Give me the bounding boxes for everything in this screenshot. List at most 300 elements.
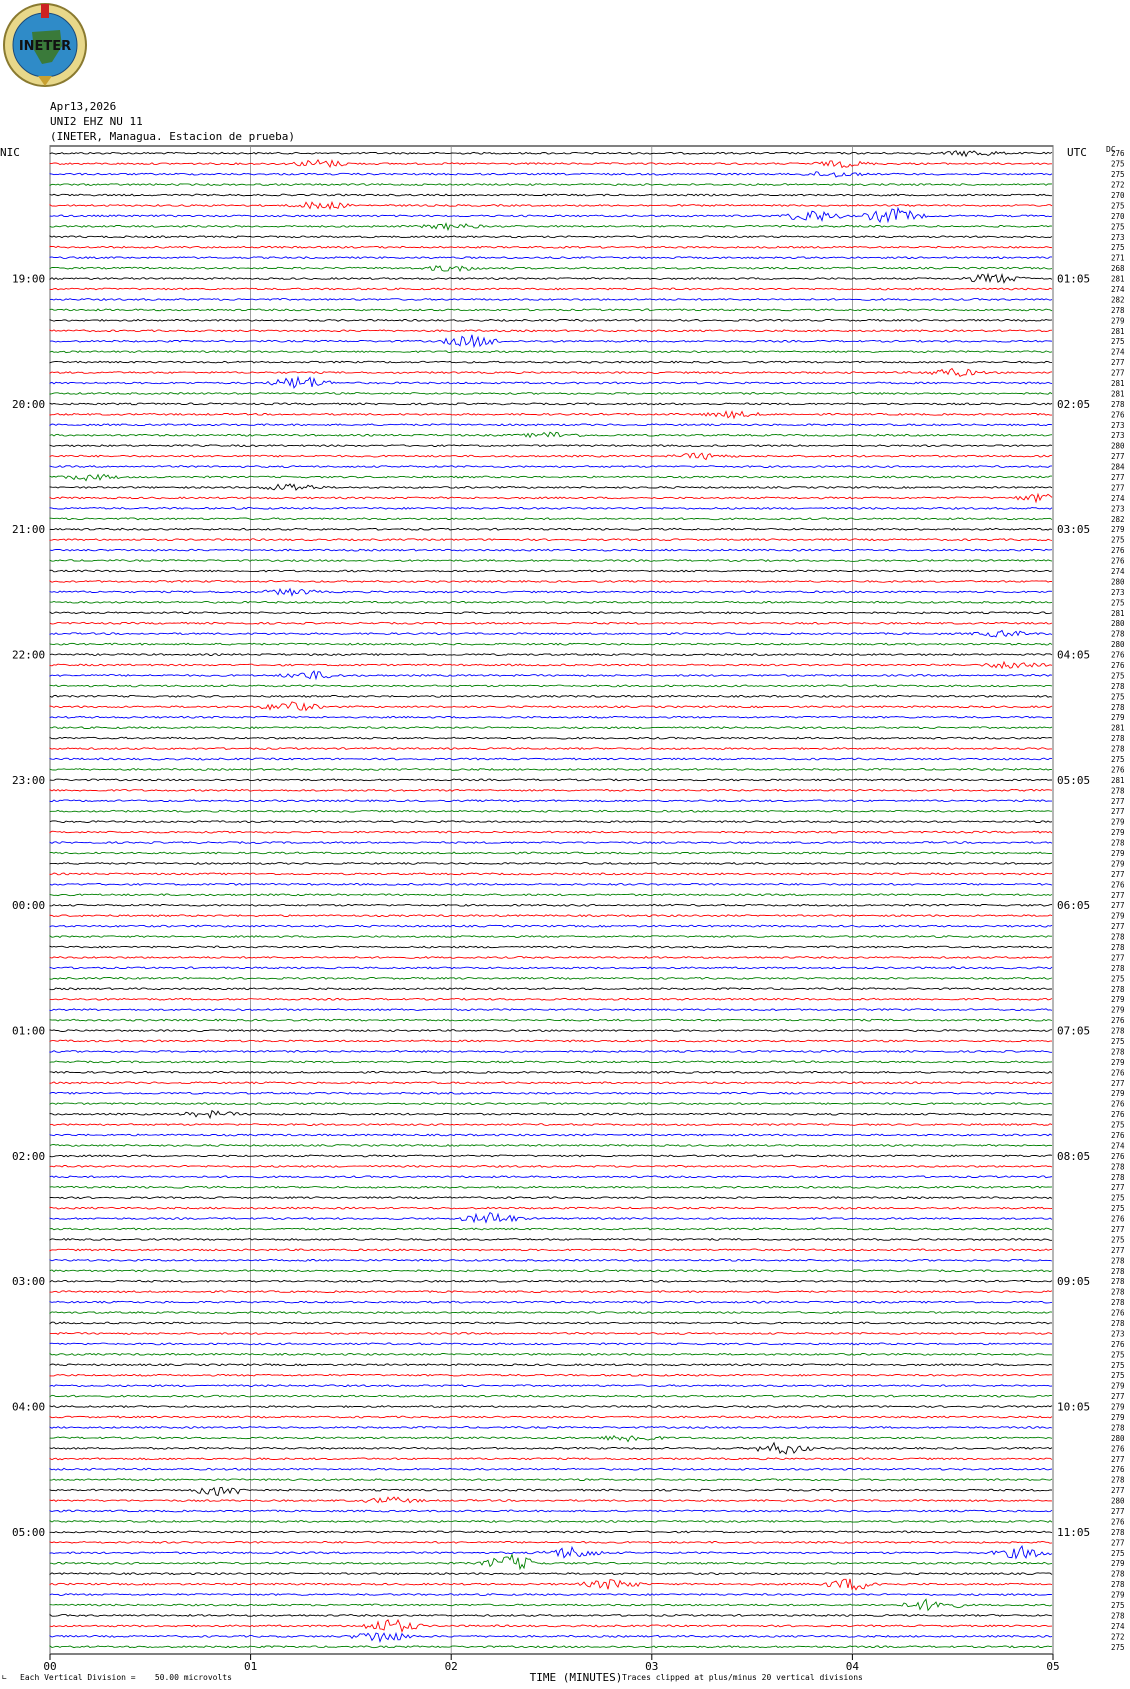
trace-line <box>50 403 1052 405</box>
dc-offset-label: 278 <box>1111 734 1125 744</box>
dc-offset-label: 278 <box>1111 1287 1125 1297</box>
dc-offset-label: 278 <box>1111 1256 1125 1266</box>
dc-offset-label: 277 <box>1111 368 1125 378</box>
trace-line <box>50 1228 1052 1230</box>
dc-offset-label: 276 <box>1111 1151 1125 1161</box>
trace-line <box>50 208 1052 222</box>
trace-line <box>50 1155 1052 1157</box>
dc-offset-label: 278 <box>1111 984 1125 994</box>
trace-line <box>50 915 1052 917</box>
dc-offset-label: 275 <box>1111 1548 1125 1558</box>
trace-line <box>50 1134 1052 1136</box>
dc-offset-label: 278 <box>1111 1527 1125 1537</box>
dc-offset-label: 278 <box>1111 1266 1125 1276</box>
trace-line <box>50 1270 1052 1272</box>
utc-label: UTC <box>1067 146 1087 159</box>
trace-line <box>50 643 1052 645</box>
trace-line <box>50 549 1052 551</box>
dc-offset-label: 271 <box>1111 253 1125 263</box>
trace-line <box>50 484 1052 490</box>
dc-offset-label: 277 <box>1111 1507 1125 1516</box>
trace-line <box>50 1542 1052 1544</box>
dc-offset-label: 276 <box>1111 149 1125 159</box>
dc-offset-label: 275 <box>1111 222 1125 232</box>
dc-offset-label: 281 <box>1111 608 1125 618</box>
nic-label: NIC <box>0 146 20 159</box>
dc-offset-label: 277 <box>1111 869 1125 879</box>
dc-offset-label: 275 <box>1111 974 1125 984</box>
trace-line <box>50 1427 1052 1429</box>
dc-offset-label: 276 <box>1111 1110 1125 1120</box>
trace-line <box>50 194 1052 196</box>
dc-offset-label: 279 <box>1111 1089 1125 1099</box>
trace-line <box>50 946 1052 948</box>
dc-offset-label: 276 <box>1111 410 1125 420</box>
trace-line <box>50 1633 1052 1641</box>
dc-offset-label: 277 <box>1111 1225 1125 1234</box>
trace-line <box>50 863 1052 865</box>
left-time-label: 02:00 <box>12 1149 46 1163</box>
trace-line <box>50 894 1052 896</box>
trace-line <box>50 1615 1052 1617</box>
dc-offset-label: 281 <box>1111 274 1125 284</box>
dc-offset-label: 277 <box>1111 901 1125 911</box>
clip-note: Traces clipped at plus/minus 20 vertical divisions <box>622 1673 863 1682</box>
trace-line <box>50 622 1052 624</box>
trace-line <box>50 1176 1052 1178</box>
dc-offset-label: 276 <box>1111 1517 1125 1527</box>
dc-offset-label: 278 <box>1111 1047 1125 1057</box>
dc-offset-label: 284 <box>1111 462 1125 472</box>
trace-line <box>50 1468 1052 1470</box>
x-tick-label: 00 <box>43 1660 57 1673</box>
dc-offset-label: 268 <box>1111 264 1125 274</box>
right-time-label: 10:05 <box>1057 1400 1091 1414</box>
trace-line <box>50 1061 1052 1063</box>
dc-offset-label: 274 <box>1111 1621 1125 1631</box>
dc-offset-label: 277 <box>1111 1486 1125 1496</box>
left-time-label: 22:00 <box>12 648 46 662</box>
dc-offset-label: 279 <box>1111 713 1125 723</box>
trace-line <box>50 288 1052 290</box>
dc-offset-label: 278 <box>1111 1580 1125 1590</box>
trace-line <box>50 1082 1052 1084</box>
right-time-label: 04:05 <box>1057 648 1091 662</box>
dc-offset-label: 272 <box>1111 1632 1125 1642</box>
trace-line <box>50 662 1052 668</box>
dc-offset-label: 275 <box>1111 1371 1125 1381</box>
trace-line <box>50 758 1052 760</box>
dc-offset-label: 279 <box>1111 849 1125 858</box>
dc-offset-label: 278 <box>1111 629 1125 639</box>
dc-offset-label: 278 <box>1111 1569 1125 1579</box>
trace-line <box>50 1186 1052 1188</box>
trace-line <box>50 424 1052 426</box>
dc-offset-label: 273 <box>1111 587 1125 597</box>
trace-line <box>50 393 1052 395</box>
dc-offset-label: 273 <box>1111 232 1125 242</box>
left-time-label: 23:00 <box>12 773 46 787</box>
dc-offset-label: 276 <box>1111 1465 1125 1475</box>
dc-offset-label: 278 <box>1111 932 1125 942</box>
trace-line <box>50 1406 1052 1408</box>
trace-line <box>50 1546 1052 1558</box>
dc-offset-label: 274 <box>1111 493 1125 503</box>
trace-line <box>50 377 1052 388</box>
trace-line <box>50 184 1052 186</box>
trace-line <box>50 727 1052 729</box>
trace-line <box>50 351 1052 353</box>
dc-offset-label: 278 <box>1111 1162 1125 1172</box>
dc-offset-label: 277 <box>1111 953 1125 963</box>
dc-offset-label: 279 <box>1111 525 1125 535</box>
trace-line <box>50 528 1052 530</box>
dc-offset-label: 280 <box>1111 1496 1125 1506</box>
dc-offset-label: 279 <box>1111 1402 1125 1412</box>
dc-offset-label: 282 <box>1111 514 1125 524</box>
trace-line <box>50 821 1052 823</box>
trace-line <box>50 936 1052 938</box>
dc-offset-label: 279 <box>1111 1381 1125 1391</box>
dc-offset-label: 277 <box>1111 1454 1125 1464</box>
dc-offset-label: 272 <box>1111 180 1125 190</box>
dc-offset-label: 277 <box>1111 483 1125 493</box>
dc-offset-label: 275 <box>1111 201 1125 211</box>
dc-offset-label: 277 <box>1111 807 1125 817</box>
dc-offset-label: 278 <box>1111 1475 1125 1485</box>
trace-line <box>50 800 1052 802</box>
dc-offset-label: 278 <box>1111 963 1125 973</box>
trace-line <box>50 1395 1052 1397</box>
trace-line <box>50 852 1052 854</box>
trace-line <box>50 330 1052 332</box>
trace-line <box>50 1646 1052 1648</box>
trace-line <box>50 1521 1052 1523</box>
dc-offset-label: 278 <box>1111 399 1125 409</box>
left-time-label: 01:00 <box>12 1024 46 1038</box>
trace-line <box>50 1071 1052 1073</box>
trace-line <box>50 1111 1052 1118</box>
x-tick-label: 05 <box>1046 1660 1060 1673</box>
dc-offset-label: 276 <box>1111 1016 1125 1026</box>
trace-line <box>50 988 1052 990</box>
trace-line <box>50 1374 1052 1376</box>
trace-line <box>50 224 1052 230</box>
dc-offset-label: 275 <box>1111 1642 1125 1652</box>
trace-line <box>50 445 1052 447</box>
dc-offset-label: 273 <box>1111 431 1125 441</box>
trace-line <box>50 1443 1052 1454</box>
dc-offset-label: 275 <box>1111 1350 1125 1360</box>
trace-line <box>50 1620 1052 1632</box>
dc-offset-label: 278 <box>1111 305 1125 315</box>
trace-line <box>50 539 1052 541</box>
trace-line <box>50 1165 1052 1167</box>
dc-offset-label: 273 <box>1111 420 1125 430</box>
trace-line <box>50 1040 1052 1042</box>
right-time-label: 08:05 <box>1057 1149 1091 1163</box>
dc-offset-label: 281 <box>1111 379 1125 388</box>
trace-line <box>50 695 1052 697</box>
dc-offset-label: 280 <box>1111 1433 1125 1443</box>
dc-offset-label: 278 <box>1111 1277 1125 1287</box>
dc-offset-label: 275 <box>1111 1120 1125 1130</box>
trace-line <box>50 151 1052 157</box>
dc-offset-label: 278 <box>1111 786 1125 796</box>
dc-offset-label: 279 <box>1111 316 1125 326</box>
dc-offset-label: 276 <box>1111 765 1125 775</box>
dc-offset-label: 280 <box>1111 577 1125 587</box>
dc-offset-label: 276 <box>1111 880 1125 890</box>
trace-line <box>50 1436 1052 1442</box>
dc-offset-label: 279 <box>1111 817 1125 827</box>
trace-line <box>50 737 1052 739</box>
trace-line <box>50 1291 1052 1293</box>
dc-offset-label: 275 <box>1111 692 1125 702</box>
x-tick-label: 04 <box>845 1660 860 1673</box>
dc-offset-label: 276 <box>1111 1308 1125 1318</box>
trace-line <box>50 748 1052 750</box>
dc-offset-label: 276 <box>1111 1444 1125 1454</box>
station-location: (INETER, Managua. Estacion de prueba) <box>50 130 296 143</box>
dc-offset-label: 279 <box>1111 911 1125 921</box>
dc-offset-label: 277 <box>1111 890 1125 900</box>
trace-line <box>50 1333 1052 1335</box>
right-time-label: 01:05 <box>1057 272 1091 286</box>
dc-offset-label: 277 <box>1111 1538 1125 1548</box>
dc-offset-label: 279 <box>1111 1413 1125 1422</box>
right-time-label: 05:05 <box>1057 773 1091 787</box>
trace-line <box>50 518 1052 520</box>
trace-line <box>50 1458 1052 1460</box>
dc-offset-label: 278 <box>1111 744 1125 754</box>
trace-line <box>50 581 1052 583</box>
dc-offset-label: 274 <box>1111 567 1125 576</box>
trace-line <box>50 202 1052 209</box>
x-tick-label: 03 <box>645 1660 659 1673</box>
trace-line <box>50 507 1052 509</box>
trace-line <box>50 957 1052 959</box>
dc-offset-label: 276 <box>1111 1068 1125 1078</box>
trace-line <box>50 1594 1052 1596</box>
dc-offset-label: 279 <box>1111 995 1125 1005</box>
dc-offset-label: 276 <box>1111 1131 1125 1140</box>
trace-line <box>50 1555 1052 1569</box>
dc-offset-label: 275 <box>1111 535 1125 545</box>
left-time-label: 05:00 <box>12 1525 46 1539</box>
dc-offset-label: 279 <box>1111 828 1125 838</box>
dc-offset-label: 275 <box>1111 1360 1125 1370</box>
trace-line <box>50 1103 1052 1105</box>
dc-offset-label: 270 <box>1111 191 1125 200</box>
trace-line <box>50 466 1052 468</box>
dc-offset-label: 275 <box>1111 1037 1125 1046</box>
trace-line <box>50 246 1052 248</box>
trace-line <box>50 411 1052 418</box>
dc-offset-label: 273 <box>1111 504 1125 514</box>
trace-line <box>50 1280 1052 1282</box>
trace-line <box>50 453 1052 459</box>
left-time-label: 04:00 <box>12 1400 46 1414</box>
trace-line <box>50 789 1052 791</box>
dc-offset-label: 281 <box>1111 389 1125 399</box>
trace-line <box>50 1259 1052 1261</box>
trace-line <box>50 1249 1052 1251</box>
x-tick-label: 02 <box>444 1660 458 1673</box>
trace-line <box>50 1497 1052 1503</box>
trace-line <box>50 779 1052 781</box>
left-time-label: 00:00 <box>12 899 46 913</box>
dc-offset-label: 280 <box>1111 619 1125 629</box>
right-time-label: 07:05 <box>1057 1024 1091 1038</box>
trace-line <box>50 494 1052 502</box>
plot-date: Apr13,2026 <box>50 100 117 113</box>
dc-offset-label: 275 <box>1111 1601 1125 1610</box>
trace-line <box>50 1416 1052 1418</box>
trace-line <box>50 369 1052 377</box>
trace-line <box>50 1364 1052 1366</box>
right-time-label: 11:05 <box>1057 1525 1091 1539</box>
dc-offset-label: 276 <box>1111 546 1125 556</box>
trace-line <box>50 1019 1052 1021</box>
trace-line <box>50 1124 1052 1126</box>
dc-label: DC <box>1106 145 1116 154</box>
dc-offset-label: 281 <box>1111 326 1125 336</box>
dc-offset-label: 275 <box>1111 170 1125 180</box>
trace-line <box>50 474 1052 480</box>
trace-line <box>50 831 1052 833</box>
trace-line <box>50 1009 1052 1011</box>
dc-offset-label: 275 <box>1111 1235 1125 1245</box>
dc-offset-label: 274 <box>1111 347 1125 357</box>
trace-line <box>50 1092 1052 1094</box>
dc-offset-label: 281 <box>1111 723 1125 733</box>
trace-line <box>50 810 1052 812</box>
dc-offset-label: 275 <box>1111 671 1125 681</box>
dc-offset-label: 277 <box>1111 1245 1125 1255</box>
trace-line <box>50 560 1052 562</box>
trace-line <box>50 1385 1052 1387</box>
trace-line <box>50 671 1052 679</box>
dc-offset-label: 277 <box>1111 922 1125 932</box>
trace-line <box>50 319 1052 321</box>
trace-line <box>50 160 1052 168</box>
trace-line <box>50 1301 1052 1303</box>
dc-offset-label: 274 <box>1111 285 1125 294</box>
trace-line <box>50 904 1052 906</box>
trace-line <box>50 432 1052 437</box>
vertical-division-note: Each Vertical Division = 50.00 microvolts <box>20 1673 232 1682</box>
trace-line <box>50 1145 1052 1147</box>
trace-line <box>50 1487 1052 1495</box>
dc-offset-label: 277 <box>1111 1392 1125 1402</box>
footer-mark: ∟ <box>2 1673 7 1682</box>
trace-line <box>50 925 1052 927</box>
x-tick-label: 01 <box>243 1660 258 1673</box>
left-time-label: 20:00 <box>12 397 46 411</box>
trace-line <box>50 654 1052 656</box>
dc-offset-label: 276 <box>1111 1339 1125 1349</box>
dc-offset-label: 280 <box>1111 640 1125 650</box>
trace-line <box>50 1197 1052 1199</box>
dc-offset-label: 277 <box>1111 473 1125 482</box>
dc-offset-label: 275 <box>1111 1193 1125 1203</box>
right-time-label: 06:05 <box>1057 899 1091 913</box>
dc-offset-label: 276 <box>1111 650 1125 660</box>
trace-line <box>50 685 1052 687</box>
dc-offset-label: 277 <box>1111 358 1125 368</box>
trace-line <box>50 1510 1052 1512</box>
trace-line <box>50 1599 1052 1610</box>
dc-offset-label: 275 <box>1111 755 1125 764</box>
trace-line <box>50 967 1052 969</box>
dc-offset-label: 277 <box>1111 796 1125 806</box>
dc-offset-label: 278 <box>1111 1026 1125 1036</box>
left-time-label: 19:00 <box>12 272 46 286</box>
dc-offset-label: 278 <box>1111 1423 1125 1433</box>
dc-offset-label: 280 <box>1111 441 1125 451</box>
trace-line <box>50 842 1052 844</box>
right-time-label: 03:05 <box>1057 523 1091 537</box>
trace-line <box>50 998 1052 1000</box>
dc-offset-label: 282 <box>1111 295 1125 305</box>
trace-line <box>50 1343 1052 1345</box>
trace-line <box>50 1051 1052 1053</box>
dc-offset-label: 279 <box>1111 1057 1125 1067</box>
dc-offset-label: 276 <box>1111 556 1125 566</box>
dc-offset-label: 278 <box>1111 943 1125 952</box>
trace-line <box>50 1030 1052 1032</box>
dc-offset-label: 273 <box>1111 1329 1125 1339</box>
trace-line <box>50 977 1052 979</box>
dc-offset-label: 279 <box>1111 859 1125 869</box>
dc-offset-label: 275 <box>1111 159 1125 169</box>
dc-offset-label: 278 <box>1111 702 1125 712</box>
trace-line <box>50 601 1052 603</box>
trace-line <box>50 309 1052 311</box>
dc-offset-label: 278 <box>1111 681 1125 691</box>
dc-offset-label: 275 <box>1111 1204 1125 1214</box>
trace-line <box>50 1239 1052 1241</box>
dc-offset-label: 278 <box>1111 838 1125 848</box>
dc-offset-label: 277 <box>1111 1078 1125 1088</box>
dc-offset-label: 279 <box>1111 1559 1125 1569</box>
dc-offset-label: 275 <box>1111 337 1125 347</box>
trace-line <box>50 1573 1052 1575</box>
dc-offset-label: 275 <box>1111 243 1125 253</box>
trace-line <box>50 274 1052 282</box>
trace-line <box>50 589 1052 596</box>
dc-offset-label: 279 <box>1111 1005 1125 1015</box>
trace-line <box>50 266 1052 271</box>
trace-line <box>50 769 1052 771</box>
trace-line <box>50 236 1052 238</box>
trace-line <box>50 612 1052 614</box>
trace-line <box>50 631 1052 637</box>
right-time-label: 09:05 <box>1057 1275 1091 1289</box>
right-time-label: 02:05 <box>1057 397 1091 411</box>
trace-line <box>50 1207 1052 1209</box>
dc-offset-label: 278 <box>1111 1319 1125 1328</box>
dc-offset-label: 278 <box>1111 1298 1125 1308</box>
dc-offset-label: 275 <box>1111 598 1125 608</box>
trace-line <box>50 1213 1052 1223</box>
trace-line <box>50 361 1052 363</box>
trace-line <box>50 172 1052 177</box>
dc-offset-label: 274 <box>1111 1141 1125 1151</box>
trace-line <box>50 1531 1052 1533</box>
left-time-label: 21:00 <box>12 523 46 537</box>
